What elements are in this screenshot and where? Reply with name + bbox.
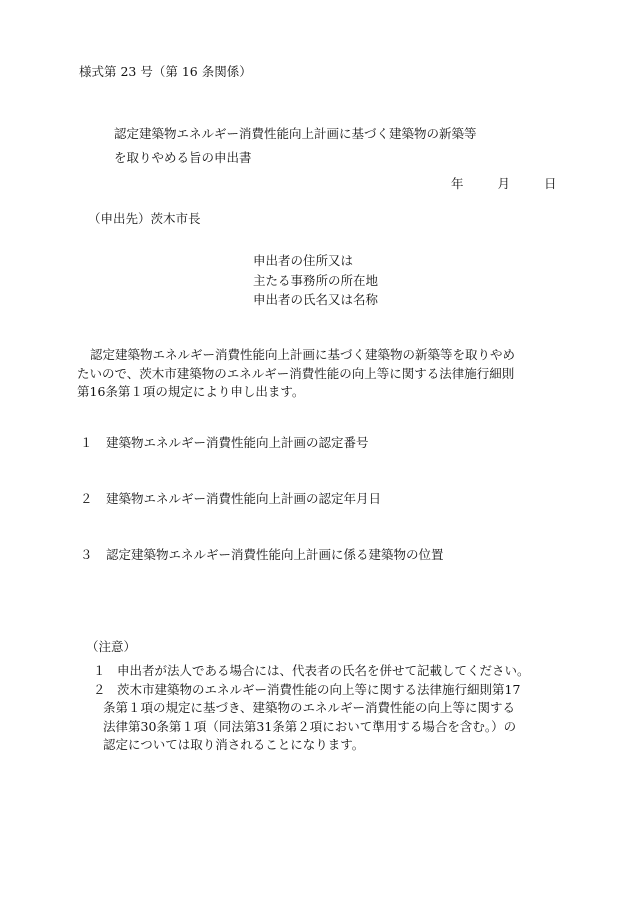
item-text: 認定建築物エネルギー消費性能向上計画に係る建築物の位置 — [106, 547, 444, 562]
document-title-line-1: 認定建築物エネルギー消費性能向上計画に基づく建築物の新築等 — [114, 126, 477, 141]
body-line-3: 第16条第１項の規定により申し出ます。 — [77, 384, 305, 399]
note-2-text-line-1: 茨木市建築物のエネルギー消費性能の向上等に関する法律施行細則第17 — [117, 681, 521, 697]
note-1 — [93, 662, 563, 681]
form-number: 様式第 23 号（第 16 条関係） — [79, 64, 252, 79]
addressee: （申出先）茨木市長 — [88, 211, 201, 226]
applicant-name-label: 申出者の氏名又は名称 — [253, 292, 379, 307]
applicant-office-label: 主たる事務所の所在地 — [253, 272, 379, 288]
notes-heading: （注意） — [86, 639, 137, 654]
note-2-line-4: 認定については取り消されることになります。 — [103, 737, 365, 752]
date-line — [451, 178, 557, 191]
item-number: １ — [80, 435, 93, 450]
item-building-location — [80, 549, 444, 562]
item-text: 建築物エネルギー消費性能向上計画の認定年月日 — [106, 491, 382, 506]
item-certification-date — [80, 493, 381, 506]
notes-list — [93, 662, 563, 755]
document-title — [114, 122, 477, 170]
body-line-2: たいので、茨木市建築物のエネルギー消費性能の向上等に関する法律施行細則 — [77, 365, 515, 381]
item-text: 建築物エネルギー消費性能向上計画の認定番号 — [106, 435, 369, 450]
date-month-label: 月 — [497, 176, 511, 191]
note-1-text: 申出者が法人である場合には、代表者の氏名を併せて記載してください。 — [117, 663, 530, 678]
item-certification-number — [80, 437, 369, 450]
item-number: ３ — [80, 547, 93, 562]
applicant-fields — [253, 251, 378, 310]
note-2-line-3: 法律第30条第１項（同法第31条第２項において準用する場合を含む。）の — [103, 718, 517, 734]
item-number: ２ — [80, 491, 93, 506]
document-title-line-2: を取りやめる旨の申出書 — [114, 150, 252, 165]
note-number: １ — [93, 663, 106, 678]
note-number: ２ — [93, 681, 106, 697]
applicant-address-label: 申出者の住所又は — [253, 253, 354, 268]
body-paragraph — [77, 346, 557, 402]
date-year-label: 年 — [451, 176, 464, 191]
note-2-line-1 — [93, 681, 563, 700]
body-line-1: 認定建築物エネルギー消費性能向上計画に基づく建築物の新築等を取りやめ — [90, 347, 516, 362]
note-2-line-2: 条第１項の規定に基づき、建築物のエネルギー消費性能の向上等に関する — [103, 700, 516, 715]
date-day-label: 日 — [544, 176, 557, 191]
